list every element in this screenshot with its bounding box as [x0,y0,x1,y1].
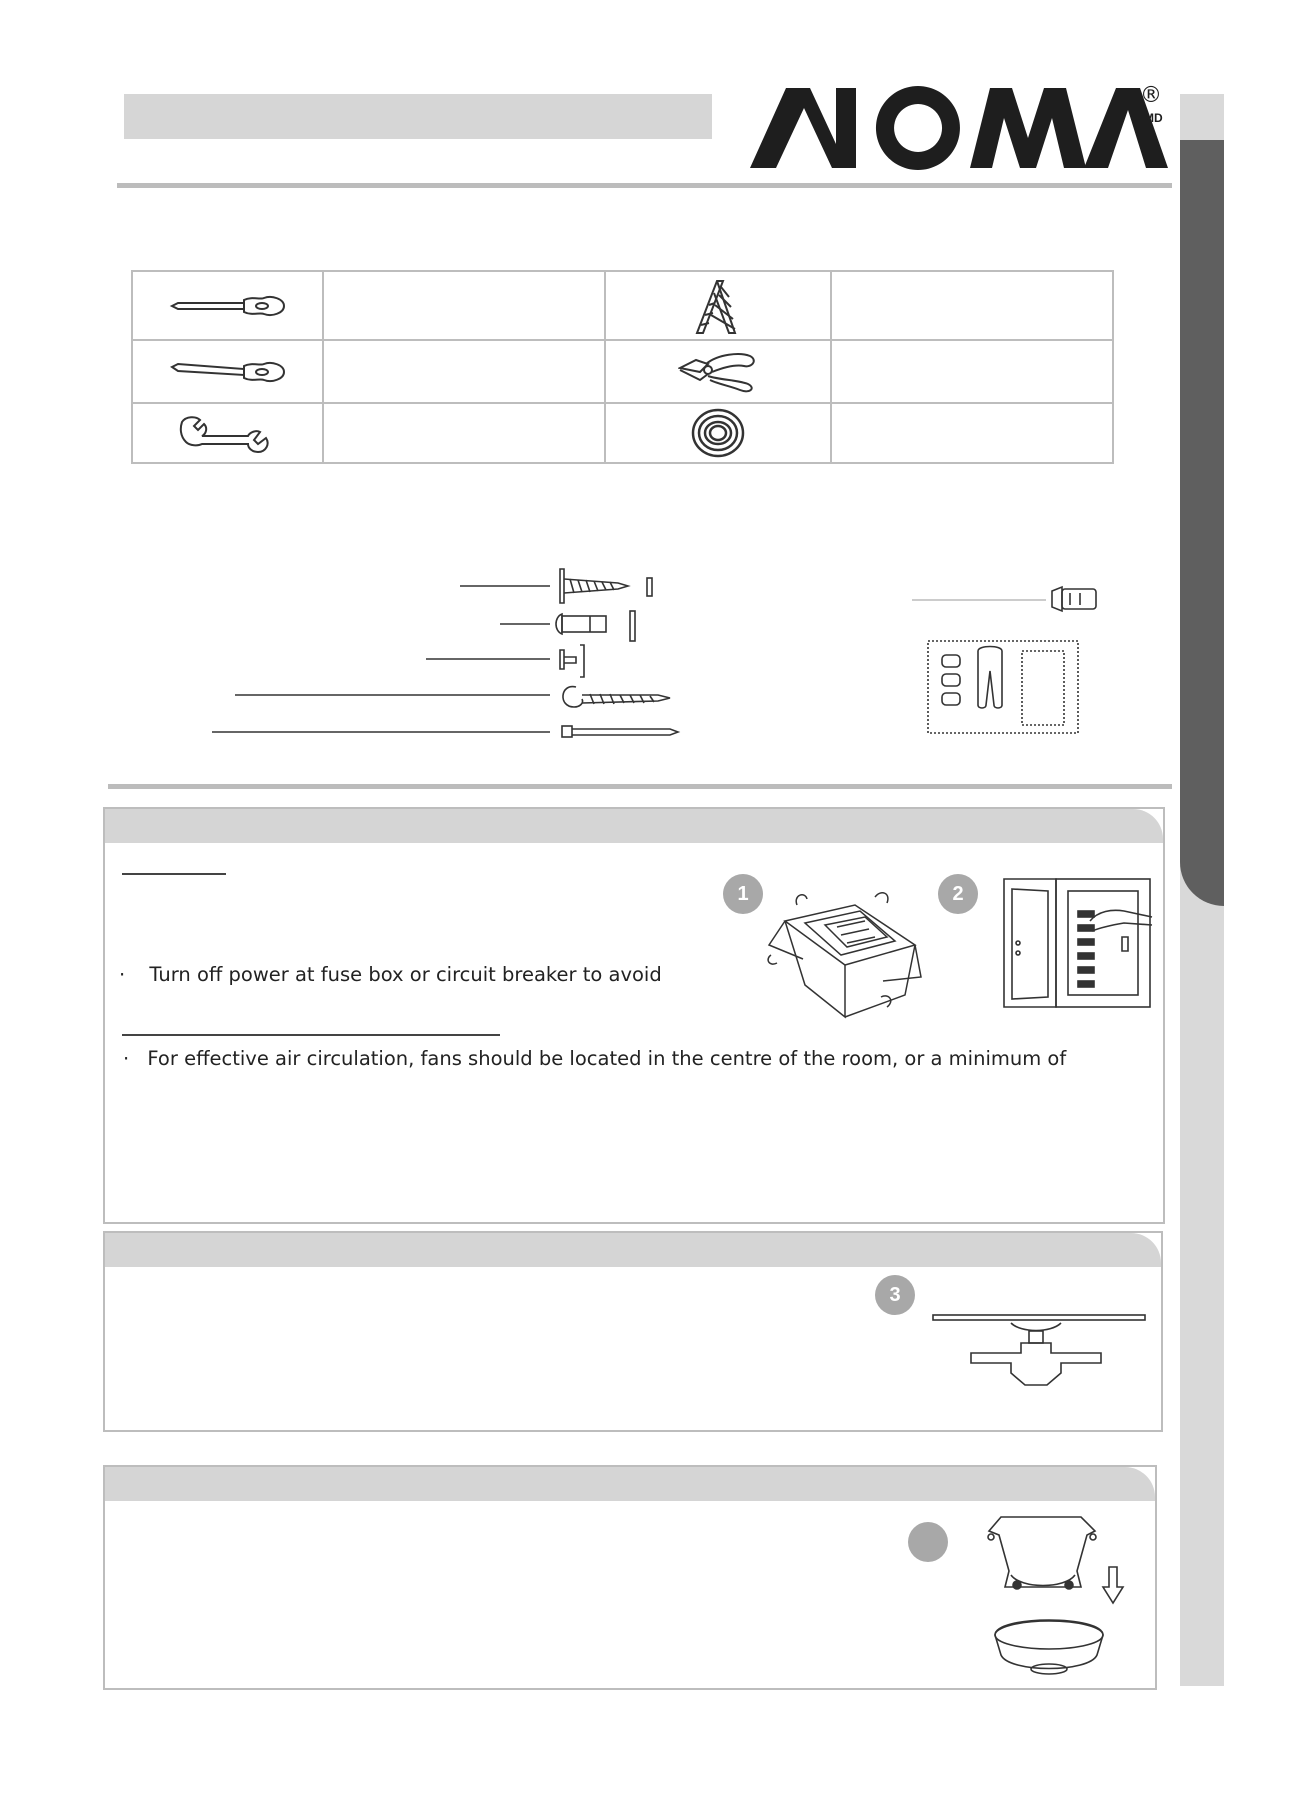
balancing-kit-icon [928,641,1078,733]
tool-label [831,271,1113,340]
table-row [132,271,1113,340]
step-badge: 1 [723,874,763,914]
canopy-bracket-illustration [981,1511,1131,1687]
tools-table [131,270,1114,464]
air-circulation-line [123,1047,1066,1070]
power-warning-line [119,963,662,986]
unpacking-box-illustration [765,885,925,1025]
step-badge [908,1522,948,1562]
canopy-panel [103,1465,1157,1690]
side-tab-marker [1180,140,1224,906]
heading-underline [122,873,226,875]
tool-label [323,403,605,463]
table-row [132,403,1113,463]
wire-stripper-icon [605,340,830,403]
ceiling-mount-illustration [931,1313,1151,1393]
section-divider [108,784,1172,789]
noma-logo [748,82,1168,172]
wood-screw-icon [560,569,652,603]
electrical-tape-icon [605,403,830,463]
mounting-panel [103,1231,1163,1432]
air-circulation-text: For effective air circulation, fans should be located in the centre of the room, or a minimum of [147,1047,1067,1070]
table-row [132,340,1113,403]
tool-label [323,340,605,403]
thumb-screw-icon [1052,587,1096,611]
preparation-panel-header [105,809,1163,843]
tool-label [831,403,1113,463]
registered-mark: ® [1140,83,1162,108]
md-mark: MD [1144,111,1163,125]
machine-bolt-icon [556,611,635,641]
step-badge: 2 [938,874,978,914]
canopy-panel-header [105,1467,1155,1501]
heading-underline [122,1034,500,1036]
flat-screwdriver-icon [132,271,323,340]
page-title-bar [124,94,712,139]
hook-screw-icon [563,687,670,707]
hardware-diagram [150,555,1150,755]
mounting-panel-header [105,1233,1161,1267]
phillips-screwdriver-icon [132,340,323,403]
step-badge: 3 [875,1275,915,1315]
tool-label [831,340,1113,403]
bullet-marker: · [119,963,126,986]
cable-tie-icon [562,726,678,737]
tool-label [323,271,605,340]
ladder-icon [605,271,830,340]
preparation-panel [103,807,1165,1224]
bullet-marker: · [123,1047,130,1070]
breaker-panel-illustration [1002,877,1154,1011]
header-divider [117,183,1172,188]
power-warning-text: Turn off power at fuse box or circuit breaker to avoid [149,963,662,986]
wrench-icon [132,403,323,463]
small-screw-icon [560,645,584,677]
